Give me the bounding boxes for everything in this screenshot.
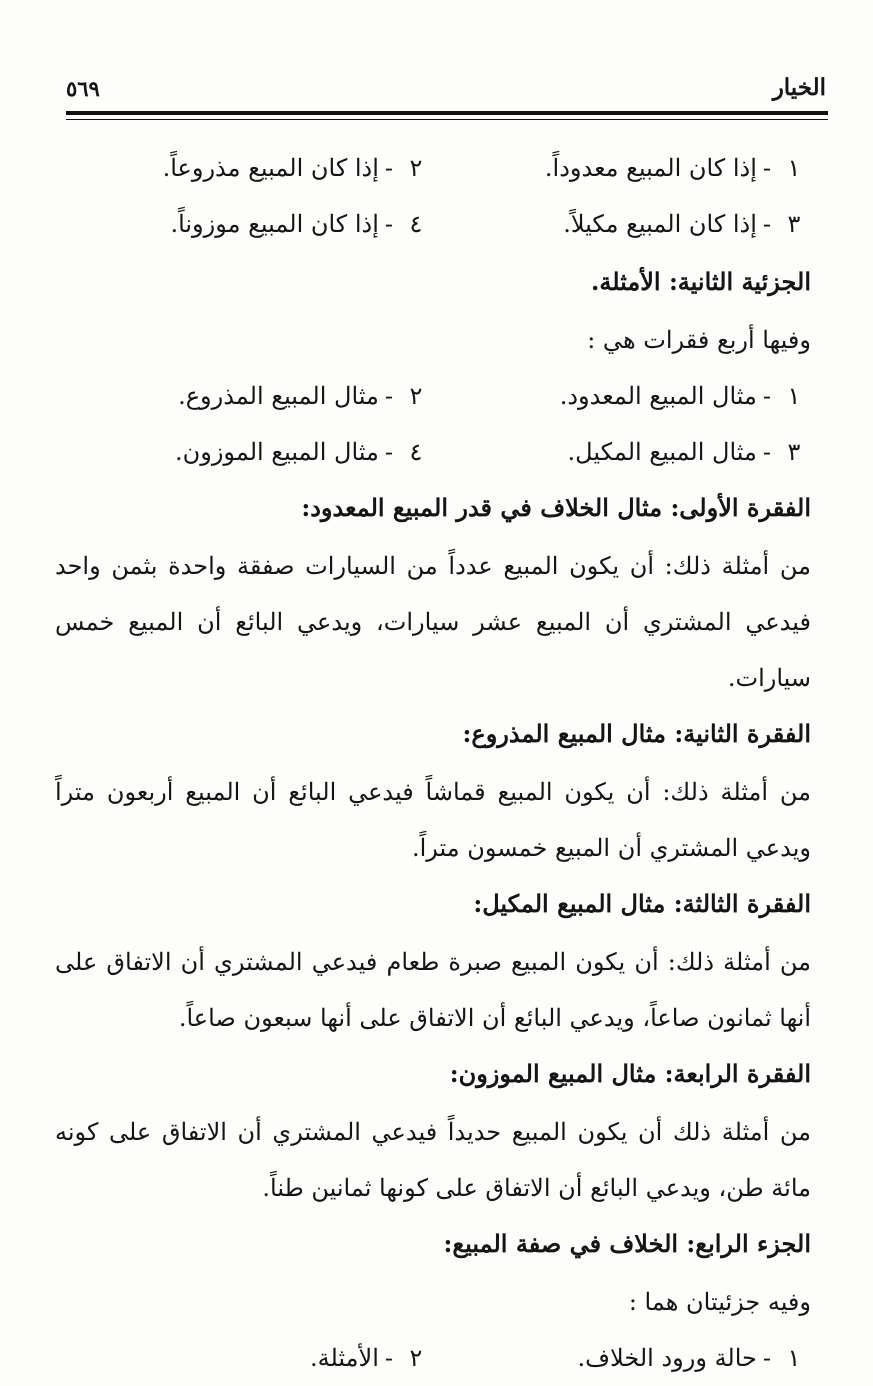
part-intro: وفيه جزئيتان هما : [628, 1288, 811, 1316]
paragraph-heading: الفقرة الثالثة: مثال المبيع المكيل: [473, 889, 811, 918]
list-item: ١-حالة ورود الخلاف. [577, 1344, 801, 1372]
header-rule-thin [66, 119, 828, 120]
list-row [55, 424, 811, 480]
paragraph-heading: الفقرة الثانية: مثال المبيع المذروع: [462, 719, 811, 748]
list-item: ٤-إذا كان المبيع موزوناً. [170, 210, 423, 238]
section-heading: الجزئية الثانية: الأمثلة. [590, 267, 811, 296]
list-row [55, 196, 811, 252]
paragraph-text: من أمثلة ذلك: أن يكون المبيع عدداً من السيارات صفقة واحدة بثمن واحد فيدعي المشتري أن المبيع عشر سيارات، ويدعي البائع أن المبيع خمس سيارات. [55, 552, 811, 692]
paragraph-heading: الفقرة الرابعة: مثال المبيع الموزون: [449, 1059, 811, 1088]
paragraph-text: من أمثلة ذلك: أن يكون المبيع قماشاً فيدعي البائع أن المبيع أربعون متراً ويدعي المشتري أن المبيع خمسون متراً. [55, 778, 811, 862]
list-item: ١-مثال المبيع المعدود. [559, 382, 801, 410]
list-row [55, 1330, 811, 1386]
list-item: ٤-مثال المبيع الموزون. [174, 438, 423, 466]
page-body [55, 140, 811, 1386]
section-intro: وفيها أربع فقرات هي : [587, 326, 811, 354]
list-item: ٣-إذا كان المبيع مكيلاً. [563, 210, 801, 238]
running-header [66, 72, 826, 114]
chapter-title: الخيار [772, 74, 826, 101]
list-item: ٢-الأمثلة. [309, 1344, 423, 1372]
paragraph-text: من أمثلة ذلك أن يكون المبيع حديداً فيدعي المشتري أن الاتفاق على كونه مائة طن، ويدعي البائع أن الاتفاق على كونها ثمانين طناً. [55, 1118, 811, 1202]
page-number: ٥٦٩ [66, 76, 100, 101]
paragraph-heading: الفقرة الأولى: مثال الخلاف في قدر المبيع المعدود: [301, 493, 811, 522]
list-item: ٣-مثال المبيع المكيل. [567, 438, 801, 466]
list-item: ٢-إذا كان المبيع مذروعاً. [162, 154, 423, 182]
list-row [55, 140, 811, 196]
part-heading: الجزء الرابع: الخلاف في صفة المبيع: [443, 1229, 811, 1258]
paragraph-text: من أمثلة ذلك: أن يكون المبيع صبرة طعام فيدعي المشتري أن الاتفاق على أنها ثمانون صاعاً، ويدعي البائع أن الاتفاق على أنها سبعون صاعاً. [55, 948, 811, 1032]
list-row [55, 368, 811, 424]
list-item: ٢-مثال المبيع المذروع. [178, 382, 423, 410]
list-item: ١-إذا كان المبيع معدوداً. [544, 154, 801, 182]
header-rule-thick [66, 111, 828, 115]
